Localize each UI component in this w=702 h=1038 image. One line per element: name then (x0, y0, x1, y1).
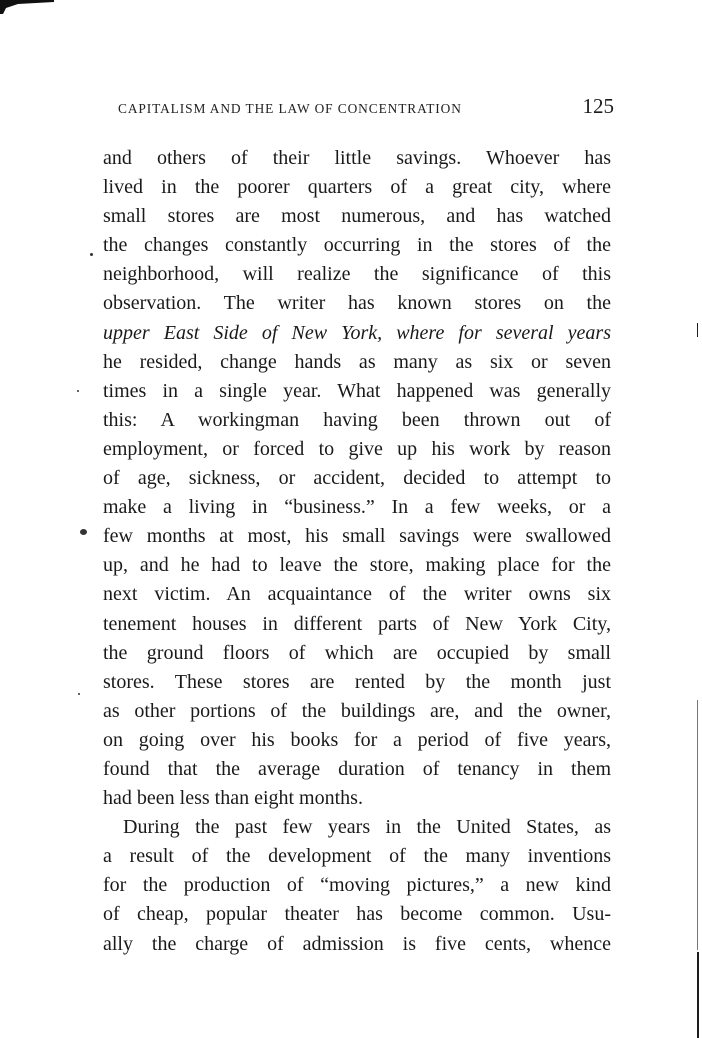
margin-bullet-mark (80, 529, 87, 535)
text-line: the ground floors of which are occupied by small (103, 641, 611, 664)
text-line: he resided, change hands as many as six or seven (103, 350, 611, 373)
text-line: this: A workingman having been thrown out of (103, 408, 611, 431)
binding-edge-mark (697, 952, 699, 1038)
text-line: on going over his books for a period of five years, (103, 728, 611, 751)
text-line: neighborhood, will realize the significance of this (103, 263, 611, 286)
binding-edge-mark (697, 323, 698, 337)
text-line: lived in the poorer quarters of a great city, where (103, 176, 611, 199)
text-line: few months at most, his small savings were swallowed (103, 525, 611, 548)
margin-speck (78, 693, 80, 695)
text-line: the changes constantly occurring in the stores of the (103, 234, 611, 257)
page-header (118, 94, 614, 128)
text-line: times in a single year. What happened was generally (103, 379, 611, 402)
text-line: tenement houses in different parts of New York City, (103, 612, 611, 635)
text-line: ally the charge of admission is five cents, whence (103, 932, 611, 955)
text-line: observation. The writer has known stores on the (103, 292, 611, 315)
text-line: for the production of “moving pictures,” a new kind (103, 874, 611, 897)
text-line: up, and he had to leave the store, making place for the (103, 554, 611, 577)
text-line: employment, or forced to give up his work by reason (103, 437, 611, 460)
text-line: found that the average duration of tenancy in them (103, 757, 611, 780)
text-line: make a living in “business.” In a few weeks, or a (103, 496, 611, 519)
text-line: next victim. An acquaintance of the writer owns six (103, 583, 611, 606)
text-line: During the past few years in the United States, as (123, 816, 611, 839)
text-line: of age, sickness, or accident, decided to attempt to (103, 467, 611, 490)
page-corner-mark (0, 0, 54, 14)
binding-edge-mark (697, 700, 698, 950)
text-line-italic: upper East Side of New York, where for several years (103, 321, 611, 344)
margin-speck (90, 253, 93, 256)
margin-speck (77, 390, 79, 392)
text-line: of cheap, popular theater has become common. Usu- (103, 903, 611, 926)
page-number: 125 (582, 94, 614, 118)
text-line: and others of their little savings. Whoever has (103, 147, 611, 169)
body-text (103, 144, 611, 959)
text-line: had been less than eight months. (103, 787, 363, 810)
text-line: as other portions of the buildings are, and the owner, (103, 699, 611, 722)
running-title: CAPITALISM AND THE LAW OF CONCENTRATION (118, 101, 462, 116)
text-line: a result of the development of the many inventions (103, 845, 611, 868)
text-line: stores. These stores are rented by the month just (103, 670, 611, 693)
text-line: small stores are most numerous, and has watched (103, 205, 611, 228)
